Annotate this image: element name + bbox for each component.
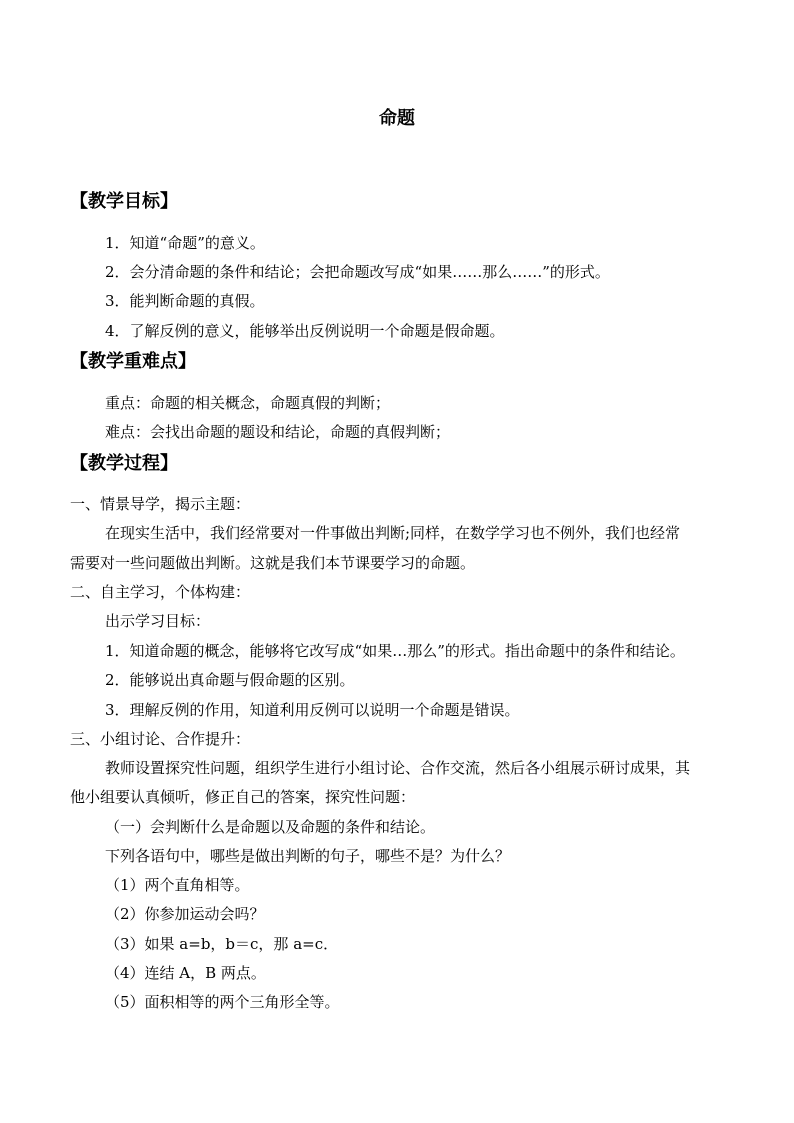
paragraph-line: 在现实生活中，我们经常要对一件事做出判断;同样，在数学学习也不例外，我们也经常 [105, 524, 681, 542]
paragraph-line: 他小组要认真倾听，修正自己的答案，探究性问题： [70, 788, 416, 806]
paragraph-line: 出示学习目标： [105, 612, 211, 630]
paragraph-line: 教师设置探究性问题，组织学生进行小组讨论、合作交流，然后各小组展示研讨成果，其 [105, 759, 691, 777]
objective-item: 1．知道“命题”的意义。 [105, 234, 265, 252]
process-step-title: 一、情景导学，揭示主题： [70, 495, 251, 513]
process-step-title: 二、自主学习，个体构建： [70, 583, 251, 601]
question-line: 下列各语句中，哪些是做出判断的句子，哪些不是？为什么？ [105, 847, 511, 865]
subsection-title: （一）会判断什么是命题以及命题的条件和结论。 [105, 818, 436, 836]
question-item: （5）面积相等的两个三角形全等。 [105, 993, 340, 1011]
question-item: （2）你参加运动会吗？ [105, 905, 265, 923]
section-heading-objectives: 【教学目标】 [70, 191, 178, 212]
key-point-item: 重点：命题的相关概念，命题真假的判断； [105, 394, 391, 412]
section-heading-process: 【教学过程】 [70, 453, 178, 474]
objective-item: 2．会分清命题的条件和结论；会把命题改写成“如果……那么……”的形式。 [105, 263, 610, 281]
question-item: （1）两个直角相等。 [105, 876, 250, 894]
process-step-title: 三、小组讨论、合作提升： [70, 730, 251, 748]
goal-item: 2．能够说出真命题与假命题的区别。 [105, 671, 355, 689]
section-heading-key-points: 【教学重难点】 [70, 351, 196, 372]
document-title: 命题 [379, 108, 415, 129]
paragraph-line: 需要对一些问题做出判断。这就是我们本节课要学习的命题。 [70, 554, 476, 572]
key-point-item: 难点：会找出命题的题设和结论，命题的真假判断； [105, 423, 451, 441]
goal-item: 1．知道命题的概念，能够将它改写成“如果…那么”的形式。指出命题中的条件和结论。 [105, 642, 685, 660]
question-item: （4）连结 A，B 两点。 [105, 964, 266, 982]
question-item: （3）如果 a=b，b＝c，那 a=c． [105, 935, 339, 953]
objective-item: 3．能判断命题的真假。 [105, 292, 265, 310]
goal-item: 3．理解反例的作用，知道利用反例可以说明一个命题是错误。 [105, 701, 520, 719]
objective-item: 4．了解反例的意义，能够举出反例说明一个命题是假命题。 [105, 322, 505, 340]
